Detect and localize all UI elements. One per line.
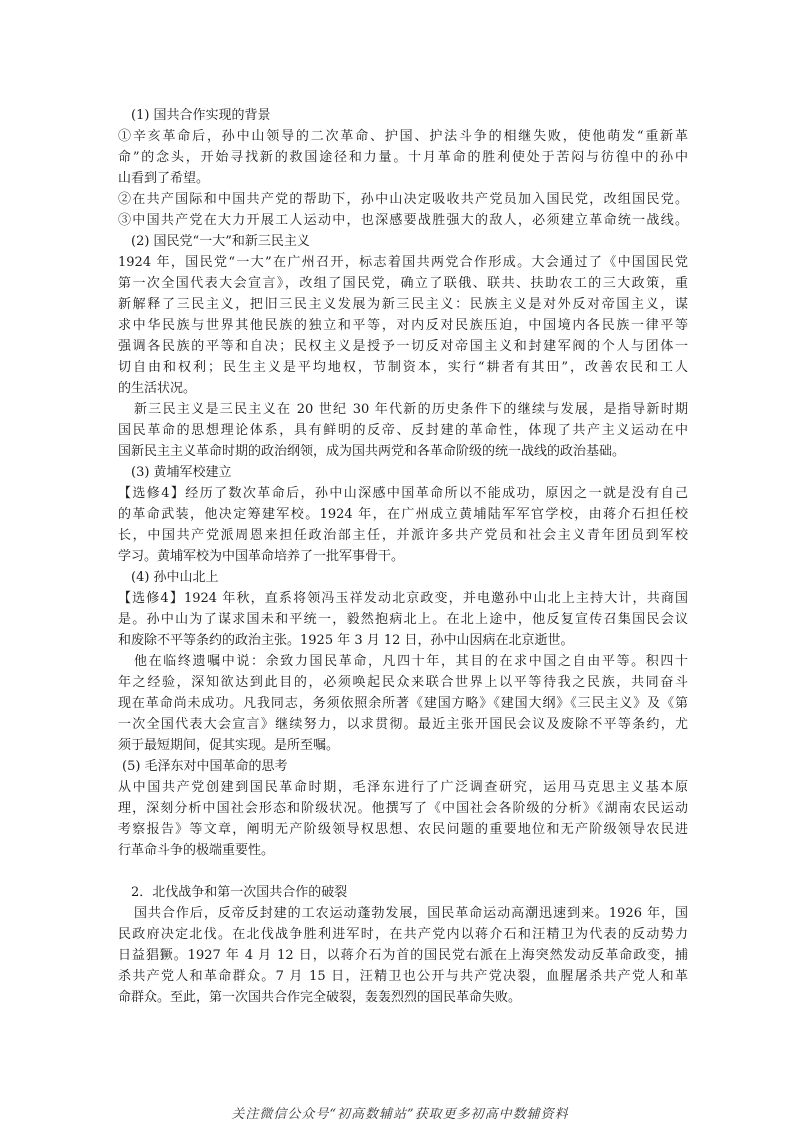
text-line: 理，深刻分析中国社会形态和阶级状况。他撰写了《中国社会各阶级的分析》《湖南农民运动	[118, 801, 688, 816]
text-line: 是。孙中山为了谋求国未和平统一，毅然抱病北上。在北上途中，他反复宣传召集国民会议	[118, 612, 688, 627]
text-line: 切自由和权利；民生主义是平均地权，节制资本，实行“耕者有其田”，改善农民和工人	[118, 360, 688, 375]
text-line: 国民革命的思想理论体系，具有鲜明的反帝、反封建的革命性，体现了共产主义运动在中	[118, 423, 688, 438]
text-line: 和废除不平等条约的政治主张。1925 年 3 月 12 日，孙中山因病在北京逝世。	[118, 633, 574, 648]
text-line: 民政府决定北伐。在北伐战争胜利进军时，在共产党内以蒋介石和汪精卫为代表的反动势力	[118, 927, 688, 942]
text-line: 的革命武装，他决定筹建军校。1924 年，在广州成立黄埔陆军军官学校，由蒋介石担任校	[118, 507, 688, 522]
text-line: 强调各民族的平等和自决；民权主义是授予一切反对帝国主义和封建军阀的个人与团体一	[118, 339, 688, 354]
text-line: 的生活状况。	[118, 381, 197, 396]
section-heading: 2．北伐战争和第一次国共合作的破裂	[131, 885, 348, 900]
text-line: 国新民主主义革命时期的政治纲领，成为国共两党和各革命阶级的统一战线的政治基础。	[118, 444, 626, 459]
section-heading: (1) 国共合作实现的背景	[131, 108, 271, 123]
text-line: ③中国共产党在大力开展工人运动中，也深感要战胜强大的敌人，必须建立革命统一战线。	[118, 213, 688, 228]
text-line: 年之经验，深知欲达到此目的，必须唤起民众来联合世界上以平等待我之民族，共同奋斗	[118, 675, 688, 690]
text-line: 【选修4】经历了数次革命后，孙中山深感中国革命所以不能成功，原因之一就是没有自己	[118, 486, 688, 501]
section-heading: (4) 孙中山北上	[131, 570, 219, 585]
text-line: 1924 年，国民党“一大”在广州召开，标志着国共两党合作形成。大会通过了《中国国民党	[118, 255, 688, 270]
text-line: 日益猖獗。1927 年 4 月 12 日，以蒋介石为首的国民党右派在上海突然发动反革命政变，捕	[118, 948, 688, 963]
section-heading: (3) 黄埔军校建立	[131, 465, 232, 480]
text-line: 命”的念头，开始寻找新的救国途径和力量。十月革命的胜利使处于苦闷与彷徨中的孙中	[118, 150, 688, 165]
text-line: 杀共产党人和革命群众。7 月 15 日，汪精卫也公开与共产党决裂，血腥屠杀共产党人和革	[118, 969, 688, 984]
text-line: 从中国共产党创建到国民革命时期，毛泽东进行了广泛调查研究，运用马克思主义基本原	[118, 780, 688, 795]
text-line: 国共合作后，反帝反封建的工农运动蓬勃发展，国民革命运动高潮迅速到来。1926 年，国	[134, 906, 688, 921]
text-line: 现在革命尚未成功。凡我同志，务须依照余所著《建国方略》《建国大纲》《三民主义》及《第	[118, 696, 688, 711]
text-line: 一次全国代表大会宣言》继续努力，以求贯彻。最近主张开国民会议及废除不平等条约，尤	[118, 717, 688, 732]
text-line: ②在共产国际和中国共产党的帮助下，孙中山决定吸收共产党员加入国民党，改组国民党。	[118, 192, 688, 207]
text-line: 命群众。至此，第一次国共合作完全破裂，轰轰烈烈的国民革命失败。	[118, 990, 522, 1005]
text-line: 他在临终遗嘱中说：余致力国民革命，凡四十年，其目的在求中国之自由平等。积四十	[134, 654, 688, 669]
text-line: 新解释了三民主义，把旧三民主义发展为新三民主义：民族主义是对外反对帝国主义，谋	[118, 297, 688, 312]
text-line: 考察报告》等文章，阐明无产阶级领导权思想、农民问题的重要地位和无产阶级领导农民进	[118, 822, 688, 837]
text-line: 学习。黄埔军校为中国革命培养了一批军事骨干。	[118, 549, 405, 564]
text-line: 山看到了希望。	[118, 171, 210, 186]
text-line: 【选修4】1924 年秋，直系将领冯玉祥发动北京政变，并电邀孙中山北上主持大计，共商国	[118, 591, 688, 606]
text-line: 行革命斗争的极端重要性。	[118, 843, 275, 858]
page-footer: 关注微信公众号“初高数辅站”获取更多初高中数辅资料	[231, 1107, 569, 1122]
text-line: 新三民主义是三民主义在 20 世纪 30 年代新的历史条件下的继续与发展，是指导新时期	[134, 402, 688, 417]
section-heading: (5) 毛泽东对中国革命的思考	[122, 759, 288, 774]
text-line: 求中华民族与世界其他民族的独立和平等，对内反对民族压迫，中国境内各民族一律平等	[118, 318, 688, 333]
text-line: ①辛亥革命后，孙中山领导的二次革命、护国、护法斗争的相继失败，使他萌发“重新革	[118, 129, 688, 144]
text-line: 第一次全国代表大会宣言》，改组了国民党，确立了联俄、联共、扶助农工的三大政策，重	[118, 276, 688, 291]
section-heading: (2) 国民党“一大”和新三民主义	[131, 234, 310, 249]
text-line: 长，中国共产党派周恩来担任政治部主任，并派许多共产党员和社会主义青年团员到军校	[118, 528, 688, 543]
text-line: 须于最短期间，促其实现。是所至嘱。	[118, 738, 340, 753]
